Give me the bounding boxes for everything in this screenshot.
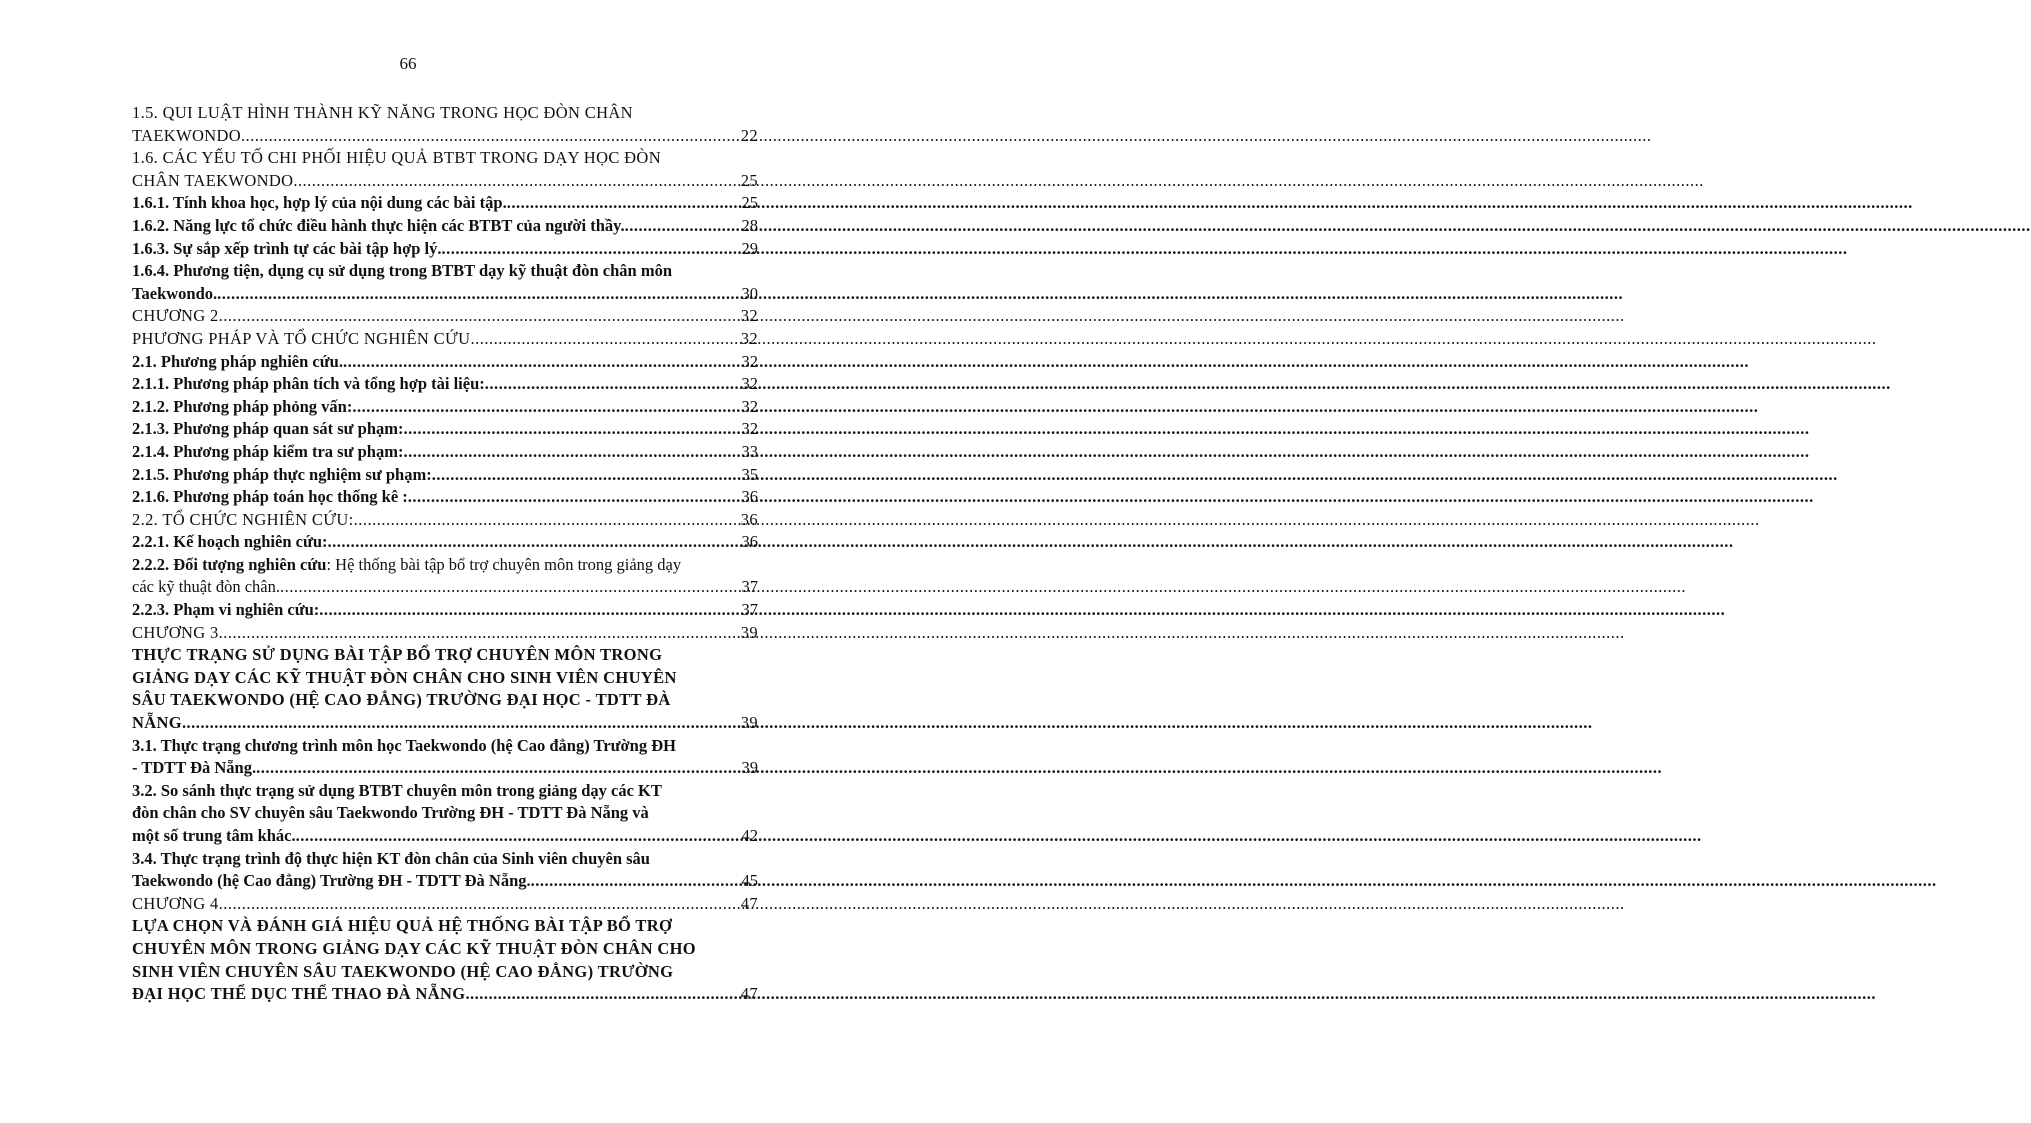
toc-entry (132, 260, 758, 305)
dot-leader (625, 215, 742, 238)
toc-entry-line: CHUYÊN MÔN TRONG GIẢNG DẠY CÁC KỸ THUẬT ĐÒN CHÂN CHO (132, 938, 696, 958)
toc-entry-line (132, 554, 758, 577)
toc-entry-last-line (132, 576, 758, 599)
toc-page-number: 37 (741, 600, 758, 620)
toc-entry-line: GIẢNG DẠY CÁC KỸ THUẬT ĐÒN CHÂN CHO SINH VIÊN CHUYÊN (132, 667, 677, 687)
toc-entry-description: : Hệ thống bài tập bổ trợ chuyên môn trong giảng dạy (326, 554, 682, 574)
page-number: 66 (399, 54, 417, 73)
dot-leader (441, 238, 741, 261)
toc-entry-last-line (132, 396, 758, 419)
toc-entry-text: 2.1.5. Phương pháp thực nghiệm sư phạm: (132, 464, 432, 484)
toc-entry-last-line (132, 192, 758, 215)
toc-entry-last-line (132, 283, 758, 306)
toc-entry-last-line (132, 215, 758, 238)
toc-entry (132, 464, 758, 487)
dot-leader (296, 825, 742, 848)
toc-entry (132, 599, 758, 622)
toc-entry (132, 486, 758, 509)
toc-page-number: 47 (740, 984, 758, 1004)
toc-entry (132, 441, 758, 464)
toc-entry-last-line (132, 170, 758, 193)
toc-entry-text: 1.6.1. Tính khoa học, hợp lý của nội dung các bài tập. (132, 193, 507, 213)
toc-page-number: 39 (740, 622, 758, 642)
toc-entry-text: 2.1.3. Phương pháp quan sát sư phạm: (132, 419, 404, 439)
toc-entry-text: 1.6.3. Sự sắp xếp trình tự các bài tập hợp lý. (132, 238, 442, 258)
toc-entry (132, 147, 758, 192)
toc-page-number: 28 (741, 215, 758, 235)
dot-leader (485, 373, 742, 396)
toc-entry-text: PHƯƠNG PHÁP VÀ TỔ CHỨC NGHIÊN CỨU (132, 328, 471, 348)
toc-page-number: 33 (741, 441, 758, 461)
toc-entry-last-line (132, 373, 758, 396)
dot-leader (186, 712, 740, 735)
toc-entry-text: 1.6.2. Năng lực tổ chức điều hành thực hiện các BTBT của người thầy. (132, 215, 625, 235)
toc-entry-last-line (132, 351, 758, 374)
toc-page-number: 25 (740, 170, 758, 190)
toc-entry-last-line (132, 464, 758, 487)
dot-leader (219, 622, 741, 645)
toc-entry (132, 622, 758, 645)
toc-entry-line: SÂU TAEKWONDO (HỆ CAO ĐẲNG) TRƯỜNG ĐẠI HỌC - TDTT ĐÀ (132, 690, 671, 710)
dot-leader (256, 757, 741, 780)
toc-page-number: 45 (741, 871, 758, 891)
toc-entry-text: CHƯƠNG 4 (132, 893, 219, 913)
toc-entry-text: 2.2.3. Phạm vi nghiên cứu: (132, 600, 320, 620)
toc-page-number: 32 (741, 419, 758, 439)
toc-page-number: 35 (741, 464, 758, 484)
toc-entry-text: TAEKWONDO. (132, 125, 246, 145)
toc-page-number: 36 (741, 532, 758, 552)
toc-entry-last-line (132, 757, 758, 780)
toc-entry-text: NẴNG. (132, 713, 187, 733)
toc-entry-last-line (132, 418, 758, 441)
toc-page-number: 30 (741, 283, 758, 303)
toc-page-number: 32 (741, 351, 758, 371)
toc-entry-text: 2.2. TỔ CHỨC NGHIÊN CỨU: (132, 509, 354, 529)
toc-entry (132, 396, 758, 419)
toc-entry (132, 780, 758, 848)
dot-leader (217, 283, 741, 306)
toc-entry-text: 2.1.4. Phương pháp kiểm tra sư phạm: (132, 441, 404, 461)
toc-page-number: 32 (741, 374, 758, 394)
toc-page-number: 39 (740, 713, 758, 733)
toc-entry (132, 848, 758, 893)
toc-entry-heading: 2.2.2. Đối tượng nghiên cứu (132, 554, 327, 574)
dot-leader (298, 170, 741, 193)
toc-entry-text: CHÂN TAEKWONDO. (132, 170, 298, 190)
toc-entry (132, 893, 758, 916)
toc-entry-text: các kỹ thuật đòn chân. (132, 577, 280, 597)
toc-entry-last-line (132, 983, 758, 1006)
toc-entry (132, 644, 758, 734)
toc-page-number: 42 (741, 826, 758, 845)
toc-page-number: 29 (741, 238, 758, 258)
toc-entry-text: ĐẠI HỌC THỂ DỤC THỂ THAO ĐÀ NẴNG. (132, 984, 470, 1004)
toc-entry-last-line (132, 622, 758, 645)
dot-leader (328, 531, 742, 554)
toc-page-number: 37 (741, 577, 758, 597)
toc-page-number: 32 (741, 396, 758, 416)
toc-entry-text: 2.1.1. Phương pháp phân tích và tổng hợp tài liệu: (132, 374, 485, 394)
toc-entry-text: CHƯƠNG 3 (132, 622, 219, 642)
dot-leader (219, 893, 741, 916)
toc-page-number: 36 (741, 487, 758, 507)
toc-entry-text: 2.1.2. Phương pháp phỏng vấn: (132, 396, 353, 416)
toc-entry-line: LỰA CHỌN VÀ ĐÁNH GIÁ HIỆU QUẢ HỆ THỐNG BÀI TẬP BỔ TRỢ (132, 916, 673, 936)
toc-entry-line: 1.5. QUI LUẬT HÌNH THÀNH KỸ NĂNG TRONG HỌC ĐÒN CHÂN (132, 103, 633, 122)
dot-leader (354, 509, 741, 532)
dot-leader (343, 351, 742, 374)
toc-entry-last-line (132, 328, 758, 351)
dot-leader (470, 328, 740, 351)
toc-entry (132, 351, 758, 374)
dot-leader (319, 599, 741, 622)
toc-entry-last-line (132, 599, 758, 622)
toc-entry-last-line (132, 531, 758, 554)
toc-entry-text: 2.1. Phương pháp nghiên cứu. (132, 351, 343, 371)
toc-entry-line: 1.6. CÁC YẾU TỐ CHI PHỐI HIỆU QUẢ BTBT TRONG DẠY HỌC ĐÒN (132, 148, 661, 168)
toc-entry-last-line (132, 712, 758, 735)
dot-leader (507, 192, 742, 215)
dot-leader (404, 418, 742, 441)
toc-page-number: 36 (740, 509, 758, 529)
toc-entry-text: - TDTT Đà Nẵng. (132, 758, 257, 778)
toc-entry-last-line (132, 509, 758, 532)
toc-entry-text: Taekwondo. (132, 283, 218, 303)
toc-entry-text: một số trung tâm khác. (132, 826, 296, 845)
toc-page-number: 22 (740, 125, 758, 145)
toc-entry (132, 215, 758, 238)
toc-entry (132, 915, 758, 1005)
toc-entry-line: 3.1. Thực trạng chương trình môn học Taekwondo (hệ Cao đẳng) Trường ĐH (132, 735, 676, 755)
toc-entry-last-line (132, 238, 758, 261)
dot-leader (470, 983, 741, 1006)
toc-page-number: 32 (740, 328, 758, 348)
toc-entry-line: THỰC TRẠNG SỬ DỤNG BÀI TẬP BỔ TRỢ CHUYÊN MÔN TRONG (132, 645, 663, 665)
toc-entry (132, 328, 758, 351)
toc-entry-last-line (132, 486, 758, 509)
toc-page-number: 32 (740, 306, 758, 326)
toc-entry (132, 102, 758, 147)
toc-entry-line: 3.2. So sánh thực trạng sử dụng BTBT chuyên môn trong giảng dạy các KT (132, 780, 662, 800)
dot-leader (403, 441, 741, 464)
toc-entry-text: CHƯƠNG 2 (132, 306, 219, 326)
toc-entry (132, 305, 758, 328)
toc-page-number: 25 (741, 193, 758, 213)
dot-leader (352, 396, 741, 419)
toc-entry (132, 531, 758, 554)
toc-entry (132, 373, 758, 396)
toc-entry-last-line (132, 893, 758, 916)
toc-entry-last-line (132, 825, 758, 848)
toc-entry-text: 2.2.1. Kế hoạch nghiên cứu: (132, 532, 328, 552)
toc-page-number: 47 (740, 893, 758, 913)
toc-entry-last-line (132, 441, 758, 464)
dot-leader (432, 464, 742, 487)
toc-entry-line: 3.4. Thực trạng trình độ thực hiện KT đòn chân của Sinh viên chuyên sâu (132, 848, 650, 868)
toc-entry (132, 418, 758, 441)
toc-entry-text: 2.1.6. Phương pháp toán học thống kê : (132, 487, 408, 507)
toc-entry-line: 1.6.4. Phương tiện, dụng cụ sử dụng trong BTBT dạy kỹ thuật đòn chân môn (132, 261, 672, 281)
toc-entry (132, 238, 758, 261)
dot-leader (246, 125, 741, 148)
dot-leader (219, 305, 741, 328)
toc-entry (132, 554, 758, 599)
toc-entry-line: SINH VIÊN CHUYÊN SÂU TAEKWONDO (HỆ CAO ĐẲNG) TRƯỜNG (132, 961, 674, 981)
dot-leader (408, 486, 742, 509)
dot-leader (531, 870, 742, 893)
toc-entry-last-line (132, 305, 758, 328)
toc-entry-line: đòn chân cho SV chuyên sâu Taekwondo Trường ĐH - TDTT Đà Nẵng và (132, 803, 649, 823)
dot-leader (280, 576, 742, 599)
toc-entry-last-line (132, 870, 758, 893)
toc-page-number: 39 (741, 758, 758, 778)
toc-entry-last-line (132, 125, 758, 148)
table-of-contents (132, 102, 758, 1006)
toc-entry-text: Taekwondo (hệ Cao đẳng) Trường ĐH - TDTT Đà Nẵng. (132, 871, 531, 891)
toc-entry (132, 192, 758, 215)
toc-entry (132, 735, 758, 780)
toc-entry (132, 509, 758, 532)
